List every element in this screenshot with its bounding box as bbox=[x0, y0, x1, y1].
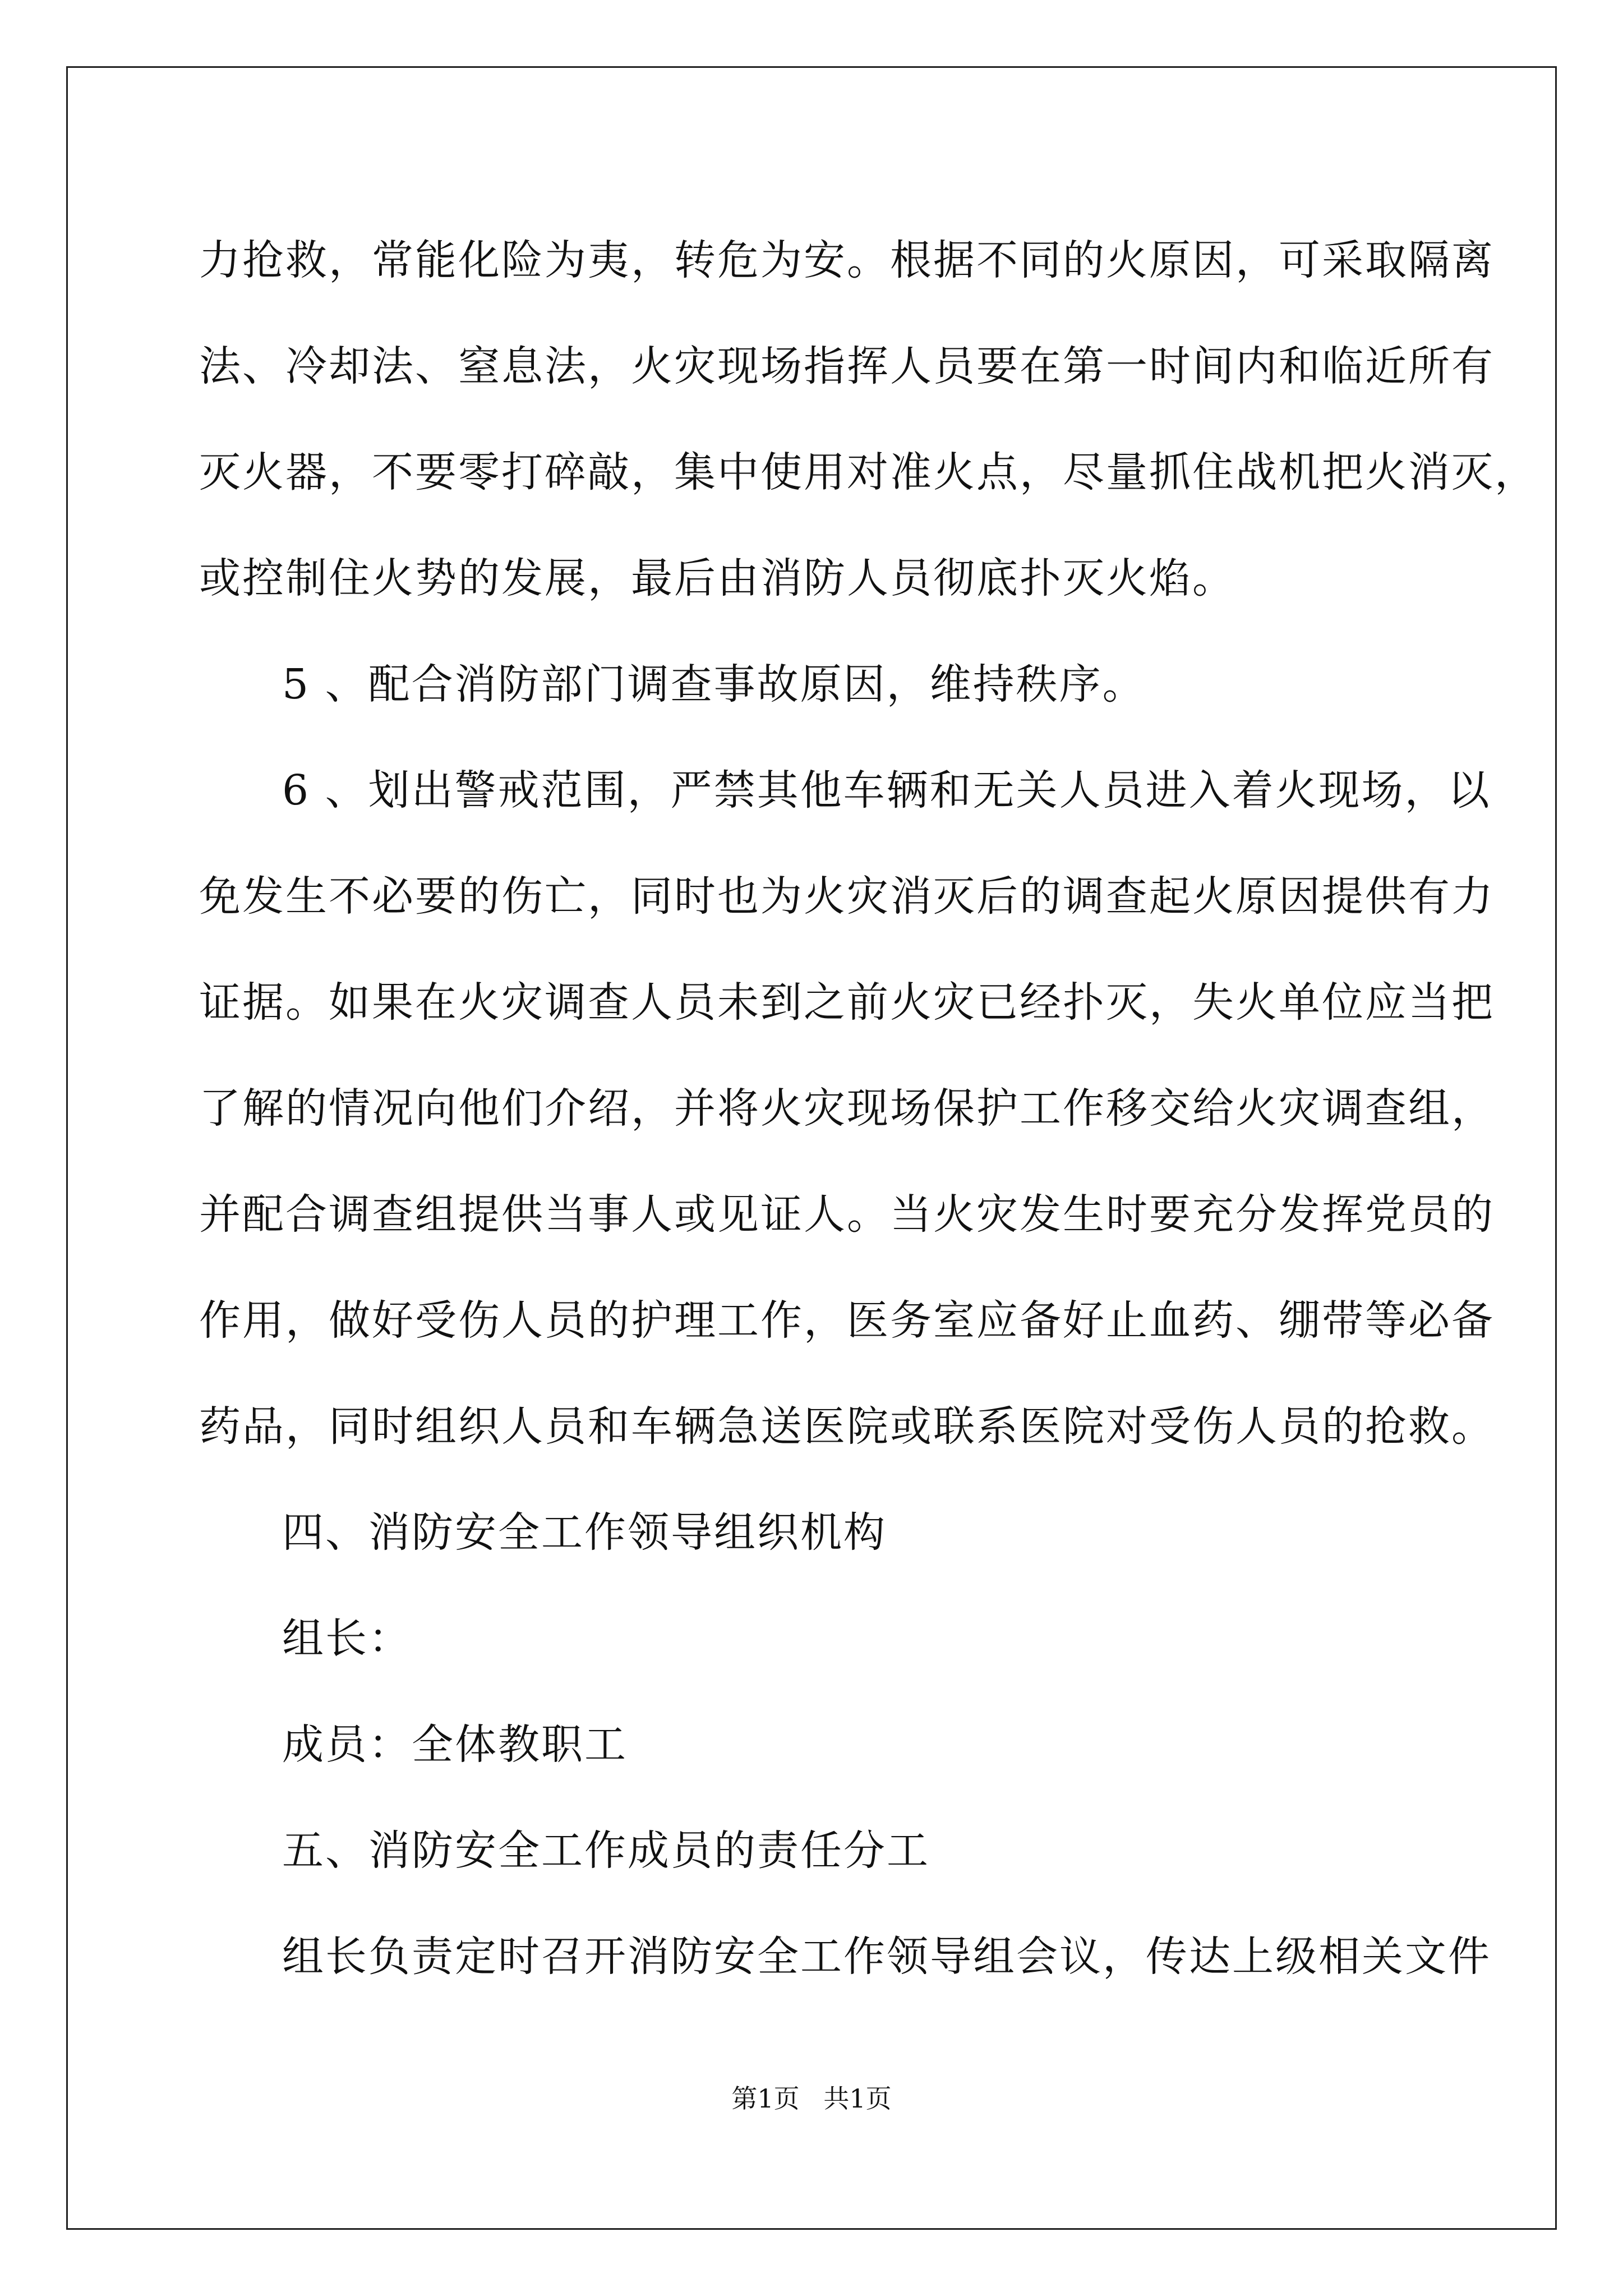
paragraph-line: 免发生不必要的伤亡，同时也为火灾消灭后的调查起火原因提供有力 bbox=[199, 872, 1495, 921]
paragraph-line: 了解的情况向他们介绍，并将火灾现场保护工作移交给火灾调查组， bbox=[199, 1084, 1495, 1133]
section-heading: 四、消防安全工作领导组织机构 bbox=[282, 1508, 887, 1557]
paragraph-line: 力抢救，常能化险为夷，转危为安。根据不同的火原因，可采取隔离 bbox=[199, 236, 1495, 284]
paragraph-line: 6 、划出警戒范围，严禁其他车辆和无关人员进入着火现场，以 bbox=[282, 766, 1491, 815]
paragraph-line: 证据。如果在火灾调查人员未到之前火灾已经扑灭，失火单位应当把 bbox=[199, 978, 1495, 1027]
page-total: 共1页 bbox=[823, 2083, 892, 2114]
paragraph-line: 组长负责定时召开消防安全工作领导组会议，传达上级相关文件 bbox=[282, 1932, 1491, 1981]
paragraph-line: 5 、配合消防部门调查事故原因，维持秩序。 bbox=[282, 660, 1146, 708]
page-number: 第1页 bbox=[731, 2083, 800, 2114]
paragraph-line: 法、冷却法、窒息法，火灾现场指挥人员要在第一时间内和临近所有 bbox=[199, 342, 1495, 390]
page-footer bbox=[0, 2078, 1623, 2115]
paragraph-line: 成员：全体教职工 bbox=[282, 1720, 628, 1769]
paragraph-line: 并配合调查组提供当事人或见证人。当火灾发生时要充分发挥党员的 bbox=[199, 1190, 1495, 1239]
document-body bbox=[199, 208, 1538, 2010]
section-heading: 五、消防安全工作成员的责任分工 bbox=[282, 1826, 930, 1875]
paragraph-line: 药品，同时组织人员和车辆急送医院或联系医院对受伤人员的抢救。 bbox=[199, 1402, 1495, 1451]
paragraph-line: 组长： bbox=[282, 1614, 412, 1663]
paragraph-line: 作用，做好受伤人员的护理工作，医务室应备好止血药、绷带等必备 bbox=[199, 1296, 1495, 1345]
paragraph-line: 灭火器，不要零打碎敲，集中使用对准火点，尽量抓住战机把火消灭， bbox=[199, 448, 1538, 496]
paragraph-line: 或控制住火势的发展，最后由消防人员彻底扑灭火焰。 bbox=[199, 554, 1235, 602]
